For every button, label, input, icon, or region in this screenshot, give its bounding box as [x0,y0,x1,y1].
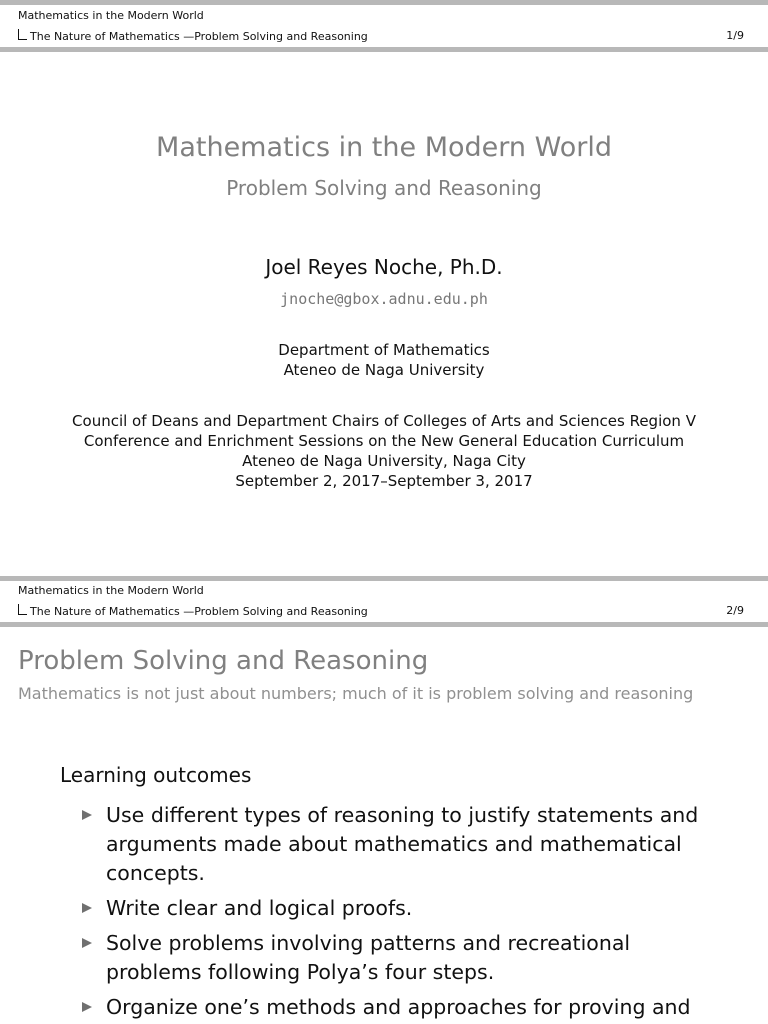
header-bottom-bar [0,47,768,52]
event-line: Conference and Enrichment Sessions on the New General Education Curriculum [83,432,685,450]
event-line: Ateneo de Naga University, Naga City [242,452,526,470]
institute-line: Department of Mathematics [278,341,490,359]
list-item-text: Use different types of reasoning to justify statements and arguments made about mathematics and mathematical concepts. [106,803,699,885]
bullet-triangle-icon [82,903,92,913]
list-item [82,894,722,923]
header-section: Mathematics in the Modern World [18,9,204,22]
list-item [82,993,722,1022]
header-subsection [18,604,368,619]
author-email: jnoche@gbox.adnu.edu.ph [280,290,488,308]
header-top-bar [0,0,768,5]
header-bottom-bar [0,622,768,627]
header-top-bar [0,576,768,581]
tree-corner-icon [18,29,27,40]
page-number: 2/9 [726,604,744,617]
bullet-triangle-icon [82,810,92,820]
event-line: Council of Deans and Department Chairs of Colleges of Arts and Sciences Region V [72,412,696,430]
bullet-triangle-icon [82,938,92,948]
bullet-triangle-icon [82,1002,92,1012]
header-section: Mathematics in the Modern World [18,584,204,597]
list-item-text: Solve problems involving patterns and recreational problems following Polya’s four steps. [106,931,631,984]
header-subsection-text: The Nature of Mathematics —Problem Solving and Reasoning [30,605,368,618]
list-item [82,929,722,987]
title: Mathematics in the Modern World [156,132,612,163]
institute [0,340,768,380]
header-subsection [18,29,368,44]
slide-2 [0,576,768,1024]
outcomes-list [82,801,722,1024]
frame-title: Problem Solving and Reasoning [18,646,429,676]
institute-line: Ateneo de Naga University [283,361,485,379]
list-item [82,801,722,888]
frame-subtitle: Mathematics is not just about numbers; much of it is problem solving and reasoning [18,684,694,703]
list-item-text: Write clear and logical proofs. [106,896,413,920]
event-line: September 2, 2017–September 3, 2017 [235,472,533,490]
list-item-text: Organize one’s methods and approaches for proving and [106,995,691,1019]
author: Joel Reyes Noche, Ph.D. [265,255,503,279]
event-info [0,411,768,491]
learning-outcomes-heading: Learning outcomes [60,763,252,787]
page-number: 1/9 [726,29,744,42]
tree-corner-icon [18,604,27,615]
header-subsection-text: The Nature of Mathematics —Problem Solving and Reasoning [30,30,368,43]
subtitle: Problem Solving and Reasoning [226,176,542,200]
